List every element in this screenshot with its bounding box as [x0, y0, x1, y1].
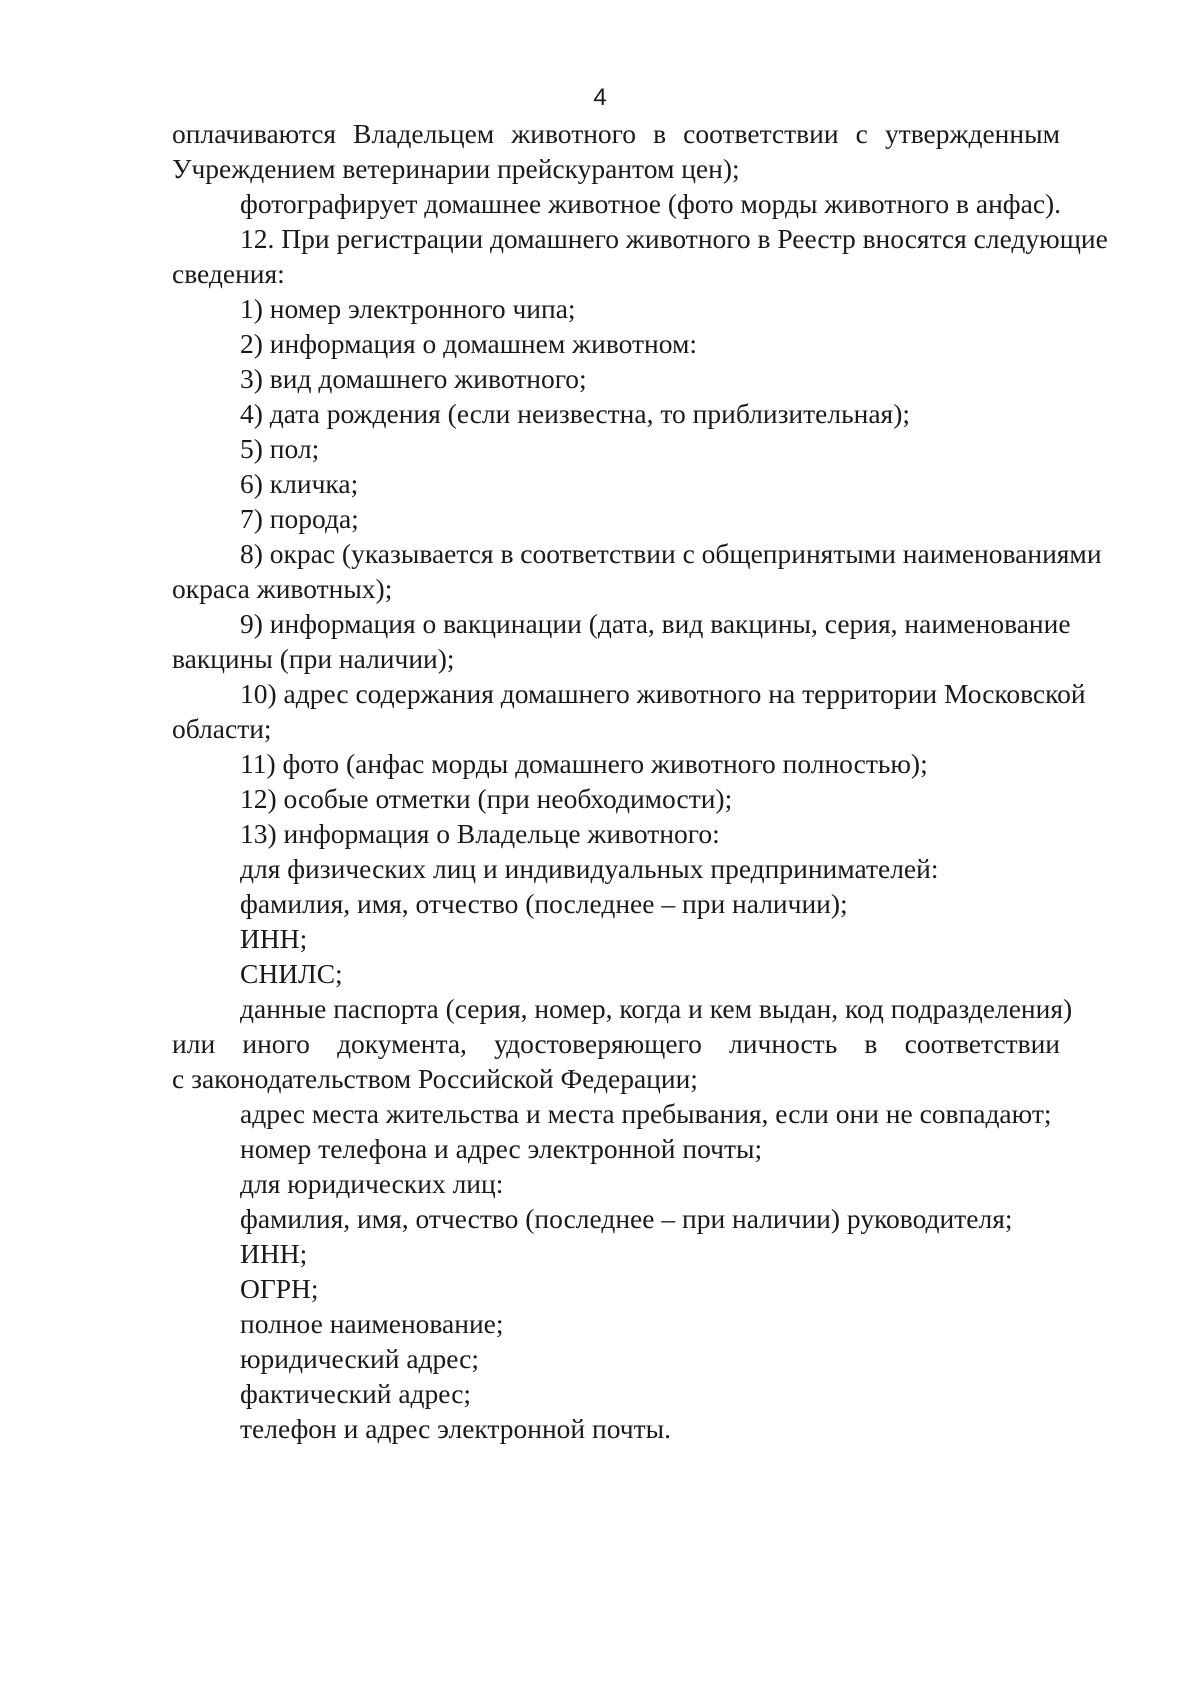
- list-item: 8) окрас (указывается в соответствии с общепринятыми наименованиями: [240, 538, 1102, 569]
- list-item: 3) вид домашнего животного;: [240, 363, 587, 394]
- text-line: ИНН;: [240, 923, 308, 954]
- list-item: 6) кличка;: [240, 468, 359, 499]
- text-line: для физических лиц и индивидуальных предпринимателей:: [240, 853, 939, 884]
- text-line: с законодательством Российской Федерации;: [172, 1063, 698, 1094]
- text-line: сведения:: [172, 258, 285, 289]
- text-line: СНИЛС;: [240, 958, 343, 989]
- text-line: 12. При регистрации домашнего животного в Реестр вносятся следующие: [240, 223, 1108, 254]
- list-item: 12) особые отметки (при необходимости);: [240, 783, 733, 814]
- text-line: номер телефона и адрес электронной почты;: [240, 1133, 763, 1164]
- list-item: 11) фото (анфас морды домашнего животного полностью);: [240, 748, 928, 779]
- list-item: 10) адрес содержания домашнего животного на территории Московской: [240, 678, 1086, 709]
- text-line: области;: [172, 713, 272, 744]
- text-line: фамилия, имя, отчество (последнее – при наличии) руководителя;: [240, 1203, 1013, 1234]
- text-line: фотографирует домашнее животное (фото морды животного в анфас).: [240, 188, 1062, 219]
- text-line: юридический адрес;: [240, 1343, 480, 1374]
- list-item: 1) номер электронного чипа;: [240, 293, 576, 324]
- text-line: Учреждением ветеринарии прейскурантом цен);: [172, 153, 740, 184]
- text-line: вакцины (при наличии);: [172, 643, 455, 674]
- text-line: окраса животных);: [172, 573, 393, 604]
- list-item: 13) информация о Владельце животного:: [240, 818, 720, 849]
- text-line: полное наименование;: [240, 1308, 504, 1339]
- text-line: данные паспорта (серия, номер, когда и кем выдан, код подразделения): [240, 993, 1073, 1024]
- text-line: адрес места жительства и места пребывания, если они не совпадают;: [240, 1098, 1052, 1129]
- text-line: ИНН;: [240, 1238, 308, 1269]
- page-number: 4: [593, 84, 607, 111]
- list-item: 5) пол;: [240, 433, 320, 464]
- list-item: 9) информация о вакцинации (дата, вид вакцины, серия, наименование: [240, 608, 1071, 639]
- list-item: 7) порода;: [240, 503, 359, 534]
- text-line: или иного документа, удостоверяющего личность в соответствии: [172, 1028, 1060, 1059]
- text-line: телефон и адрес электронной почты.: [240, 1413, 671, 1444]
- list-item: 4) дата рождения (если неизвестна, то приблизительная);: [240, 398, 911, 429]
- document-body: [172, 116, 1108, 1446]
- text-line: оплачиваются Владельцем животного в соответствии с утвержденным: [172, 118, 1060, 149]
- text-line: фамилия, имя, отчество (последнее – при наличии);: [240, 888, 848, 919]
- text-line: ОГРН;: [240, 1273, 319, 1304]
- list-item: 2) информация о домашнем животном:: [240, 328, 698, 359]
- text-line: фактический адрес;: [240, 1378, 472, 1409]
- text-line: для юридических лиц:: [240, 1168, 504, 1199]
